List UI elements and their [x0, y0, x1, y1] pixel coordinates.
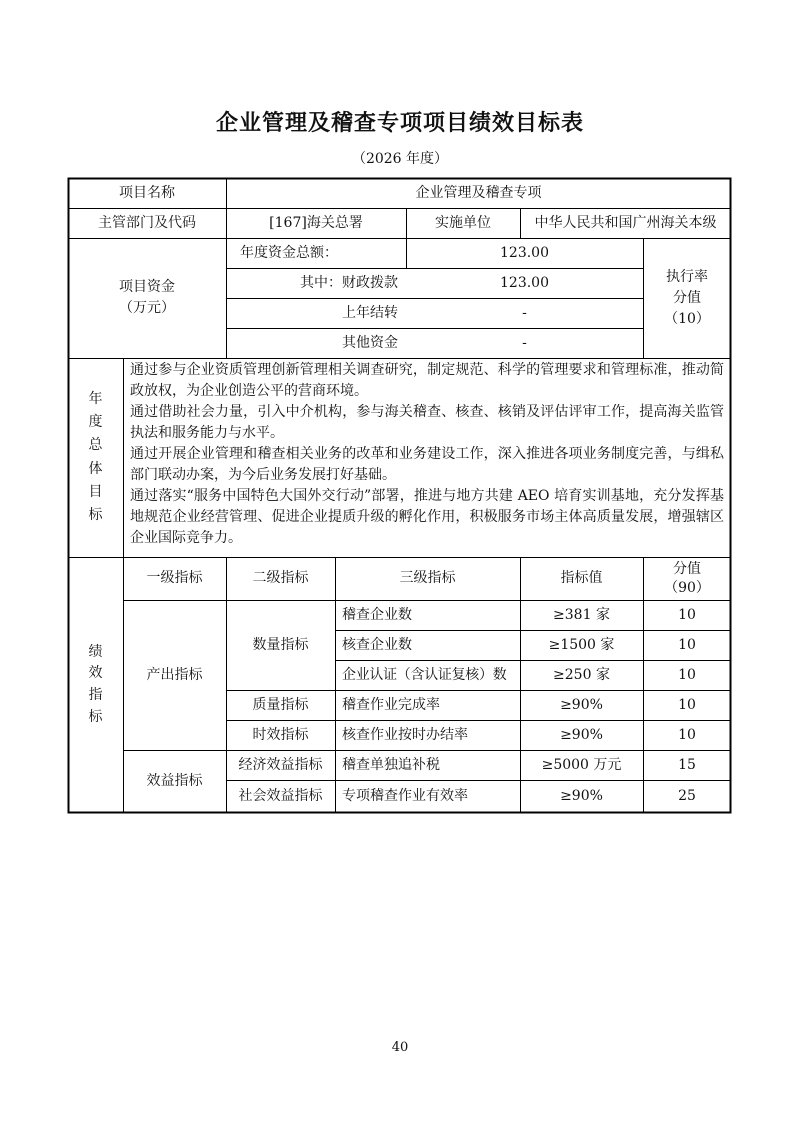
page-number: 40 — [391, 1040, 409, 1055]
goals-label-char: 目 — [88, 483, 103, 500]
level1-output: 产出指标 — [146, 666, 203, 683]
project-name-label: 项目名称 — [119, 184, 175, 201]
goals-label-char: 度 — [88, 414, 103, 431]
goals-text — [123, 358, 731, 557]
indicator-value: ≥90% — [560, 726, 603, 743]
goals-label — [68, 358, 123, 557]
funds-label-line1: 项目资金 — [119, 279, 175, 295]
indicator-score: 10 — [678, 726, 696, 743]
indicators-label — [68, 557, 123, 813]
indicators-label-char: 绩 — [88, 643, 103, 660]
indicator-score: 10 — [678, 606, 696, 623]
goals-label-char: 体 — [88, 460, 103, 477]
header-level2: 二级指标 — [252, 570, 309, 586]
indicator-score: 10 — [678, 636, 696, 653]
level2-social: 社会效益指标 — [238, 788, 323, 804]
indicators-label-char: 标 — [88, 708, 103, 725]
year-subtitle: （2026 年度） — [351, 151, 449, 167]
header-level3: 三级指标 — [399, 570, 456, 586]
funds-fiscal-value: 123.00 — [500, 274, 549, 291]
indicator-score: 10 — [678, 696, 696, 713]
level2-timeliness: 时效指标 — [252, 726, 309, 743]
indicator-score: 25 — [678, 788, 696, 804]
level2-quantity: 数量指标 — [252, 636, 309, 653]
indicator-name: 专项稽查作业有效率 — [342, 788, 468, 804]
goal-paragraph: 通过开展企业管理和稽查相关业务的改革和业务建设工作，深入推进各项业务制度完善，与缉私部门联动办案，为今后业务发展打好基础。 — [130, 446, 724, 483]
goal-paragraph: 通过参与企业资质管理创新管理相关调查研究，制定规范、科学的管理要求和管理标准，推动简政放权，为企业创造公平的营商环境。 — [130, 362, 724, 399]
indicator-name: 稽查企业数 — [342, 606, 412, 623]
header-value: 指标值 — [560, 570, 603, 586]
indicator-value: ≥1500 家 — [548, 636, 615, 653]
funds-carryover-label: 上年结转 — [342, 304, 398, 321]
funds-total-value: 123.00 — [500, 244, 549, 261]
dept-label: 主管部门及代码 — [98, 214, 196, 231]
header-score-line2: （90） — [664, 579, 710, 596]
indicator-name: 稽查单独追补税 — [342, 756, 440, 773]
level1-benefit: 效益指标 — [146, 773, 203, 789]
funds-other-label: 其他资金 — [342, 334, 398, 351]
goal-paragraph: 通过落实“服务中国特色大国外交行动”部署，推进与地方共建 AEO 培育实训基地，充分发挥基地规范企业经营管理、促进企业提质升级的孵化作用，积极服务市场主体高质量发展，增强辖区企业国际竞争力。 — [130, 488, 724, 546]
exec-rate-line3: （10） — [664, 310, 710, 327]
funds-total-label: 年度资金总额： — [240, 244, 338, 261]
level2-economic: 经济效益指标 — [238, 756, 323, 773]
header-score — [643, 557, 731, 600]
funds-label — [68, 238, 226, 358]
indicator-name: 核查企业数 — [342, 636, 412, 653]
level2-quality: 质量指标 — [252, 696, 309, 713]
project-name-value: 企业管理及稽查专项 — [415, 184, 542, 201]
unit-label: 实施单位 — [435, 214, 491, 231]
dept-value: [167]海关总署 — [269, 214, 363, 231]
goals-label-char: 年 — [88, 391, 103, 408]
goals-label-char: 标 — [88, 506, 103, 523]
indicator-value: ≥250 家 — [553, 666, 610, 683]
indicator-score: 10 — [678, 666, 696, 683]
indicator-name: 企业认证（含认证复核）数 — [342, 666, 507, 683]
page-title: 企业管理及稽查专项项目绩效目标表 — [215, 111, 584, 136]
indicators-label-char: 效 — [88, 665, 103, 682]
indicator-score: 15 — [678, 756, 696, 773]
header-score-line1: 分值 — [673, 560, 701, 577]
funds-other-value: - — [522, 334, 527, 351]
goals-label-char: 总 — [88, 437, 103, 454]
funds-label-line2: （万元） — [119, 300, 175, 316]
indicator-name: 核查作业按时办结率 — [342, 726, 468, 743]
indicator-value: ≥90% — [560, 696, 603, 713]
unit-value: 中华人民共和国广州海关本级 — [534, 214, 717, 231]
exec-rate-line2: 分值 — [673, 289, 701, 306]
indicator-value: ≥90% — [560, 788, 603, 804]
exec-rate-score — [643, 238, 731, 358]
indicators-label-char: 指 — [88, 687, 103, 703]
exec-rate-line1: 执行率 — [666, 268, 708, 285]
header-level1: 一级指标 — [146, 570, 203, 586]
funds-carryover-value: - — [522, 304, 527, 321]
goal-paragraph: 通过借助社会力量，引入中介机构，参与海关稽查、核查、核销及评估评审工作，提高海关监管执法和服务能力与水平。 — [130, 404, 724, 441]
funds-fiscal-label: 其中：财政拨款 — [300, 274, 398, 291]
indicator-value: ≥5000 万元 — [541, 756, 622, 773]
indicator-value: ≥381 家 — [553, 606, 610, 623]
indicator-name: 稽查作业完成率 — [342, 696, 440, 713]
